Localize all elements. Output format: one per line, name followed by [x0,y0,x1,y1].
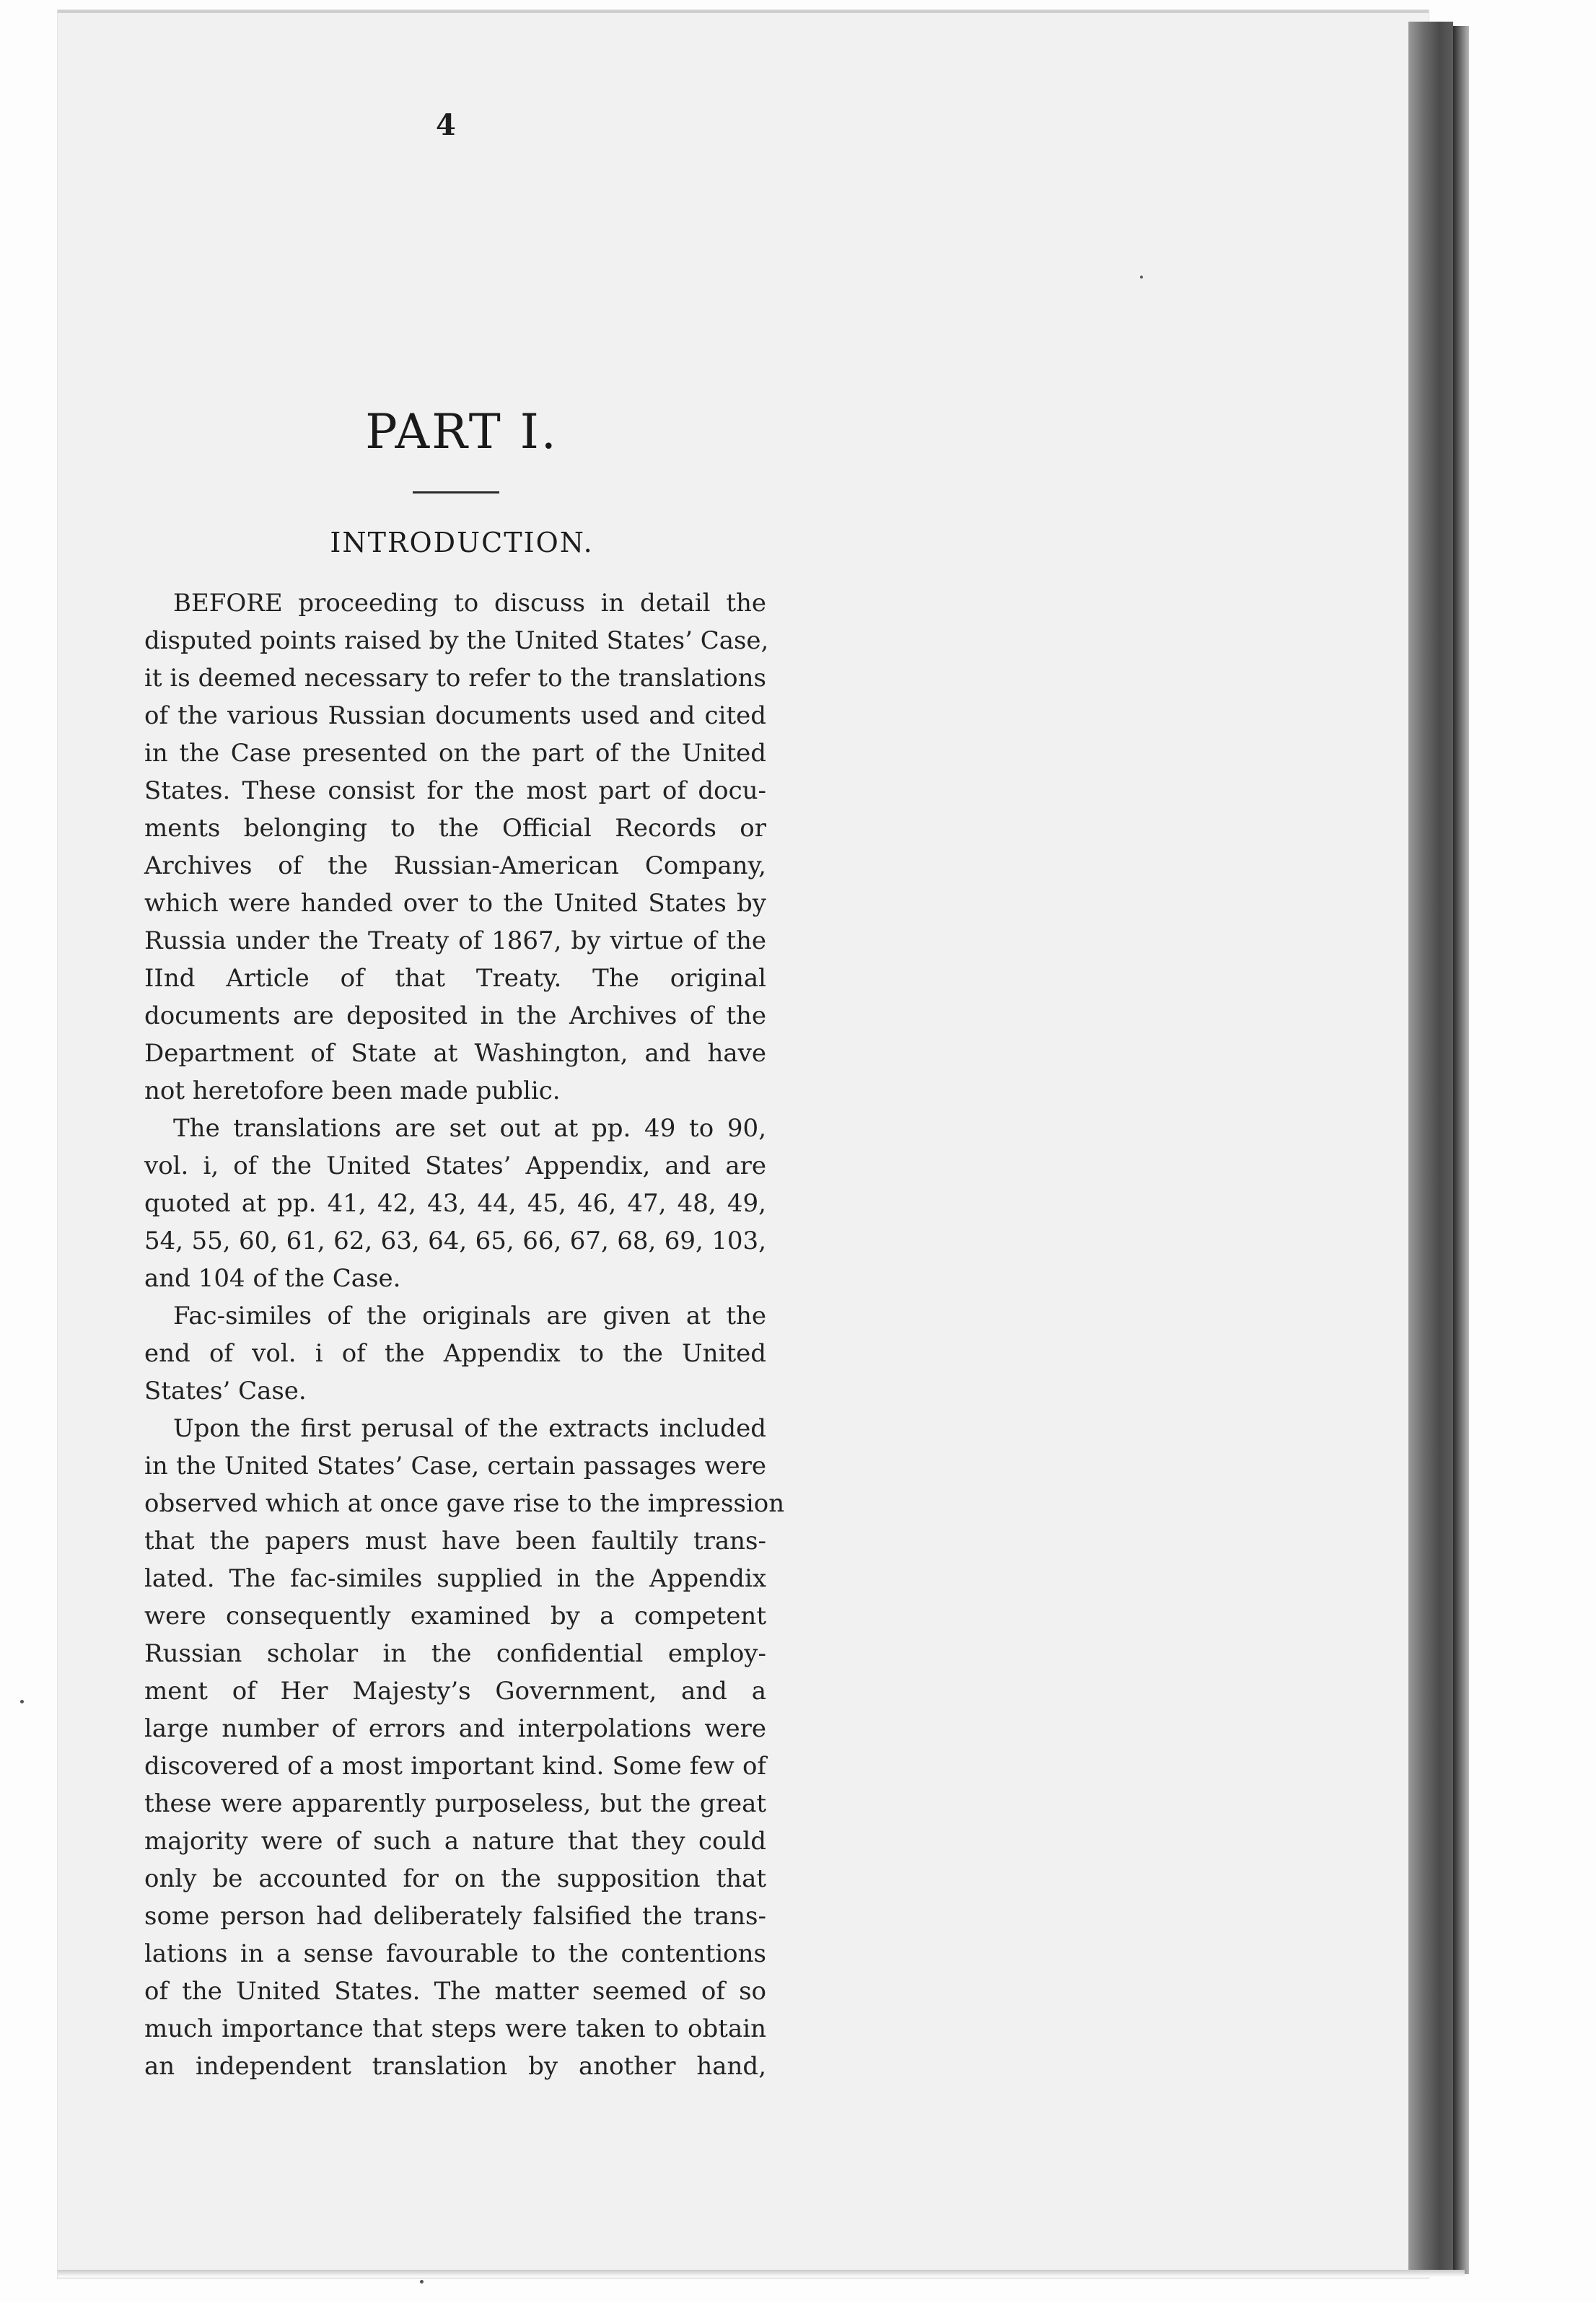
text-line: these were apparently purposeless, but the great [144,1789,766,1818]
text-line: ments belonging to the Official Records or [144,814,766,843]
text-line: only be accounted for on the supposition that [144,1864,766,1893]
text-line: of the United States. The matter seemed of so [144,1977,766,2006]
scan-speck [420,2280,424,2284]
text-line: Department of State at Washington, and have [144,1039,766,1068]
text-line: documents are deposited in the Archives of the [144,1001,766,1030]
text-line: lations in a sense favourable to the contentions [144,1939,766,1968]
page-number: 4 [436,108,456,142]
text-line: large number of errors and interpolations were [144,1714,766,1743]
text-line: lated. The fac-similes supplied in the Appendix [144,1564,766,1593]
text-line: which were handed over to the United States by [144,889,766,918]
text-line: BEFORE proceeding to discuss in detail the [173,589,766,618]
text-line: observed which at once gave rise to the impression [144,1489,785,1518]
text-line: Russian scholar in the confidential employ- [144,1639,766,1668]
text-line: some person had deliberately falsified the trans- [144,1902,766,1931]
text-line: States’ Case. [144,1377,307,1405]
body-text [144,584,785,2085]
text-line: disputed points raised by the United States’ Case, [144,626,769,655]
page-edge-shadow [1453,26,1469,2274]
text-line: Fac-similes of the originals are given at the [173,1302,766,1330]
text-line: and 104 of the Case. [144,1264,401,1293]
text-line: much importance that steps were taken to obtain [144,2014,766,2043]
part-title: PART I. [365,404,558,460]
text-line: in the Case presented on the part of the United [144,739,766,768]
section-heading: INTRODUCTION. [330,527,594,558]
text-line: ment of Her Majesty’s Government, and a [144,1677,766,1706]
text-line: 54, 55, 60, 61, 62, 63, 64, 65, 66, 67, 68, 69, 103, [144,1227,766,1255]
text-line: Archives of the Russian-American Company, [144,851,766,880]
text-line: Russia under the Treaty of 1867, by virtue of the [144,926,766,955]
scan-speck [20,1700,24,1703]
text-line: discovered of a most important kind. Some few of [144,1752,766,1781]
text-line: majority were of such a nature that they could [144,1827,766,1856]
scan-speck [1140,276,1143,278]
text-line: not heretofore been made public. [144,1076,561,1105]
text-line: that the papers must have been faultily trans- [144,1527,766,1556]
text-line: quoted at pp. 41, 42, 43, 44, 45, 46, 47, 48, 49, [144,1189,766,1218]
text-line: in the United States’ Case, certain passages were [144,1452,766,1480]
text-line: of the various Russian documents used and cited [144,701,766,730]
bottom-edge-shadow [58,2270,1465,2277]
text-line: States. These consist for the most part of docu- [144,776,766,805]
text-line: an independent translation by another hand, [144,2052,766,2081]
text-line: were consequently examined by a competent [144,1602,766,1631]
text-line: Upon the first perusal of the extracts included [173,1414,766,1443]
text-line: end of vol. i of the Appendix to the United [144,1339,766,1368]
text-line: The translations are set out at pp. 49 to 90, [173,1114,766,1143]
title-divider-rule [413,491,499,494]
text-line: vol. i, of the United States’ Appendix, and are [144,1152,766,1180]
text-line: IInd Article of that Treaty. The original [144,964,766,993]
book-spine [1408,22,1453,2276]
text-line: it is deemed necessary to refer to the translations [144,664,766,693]
